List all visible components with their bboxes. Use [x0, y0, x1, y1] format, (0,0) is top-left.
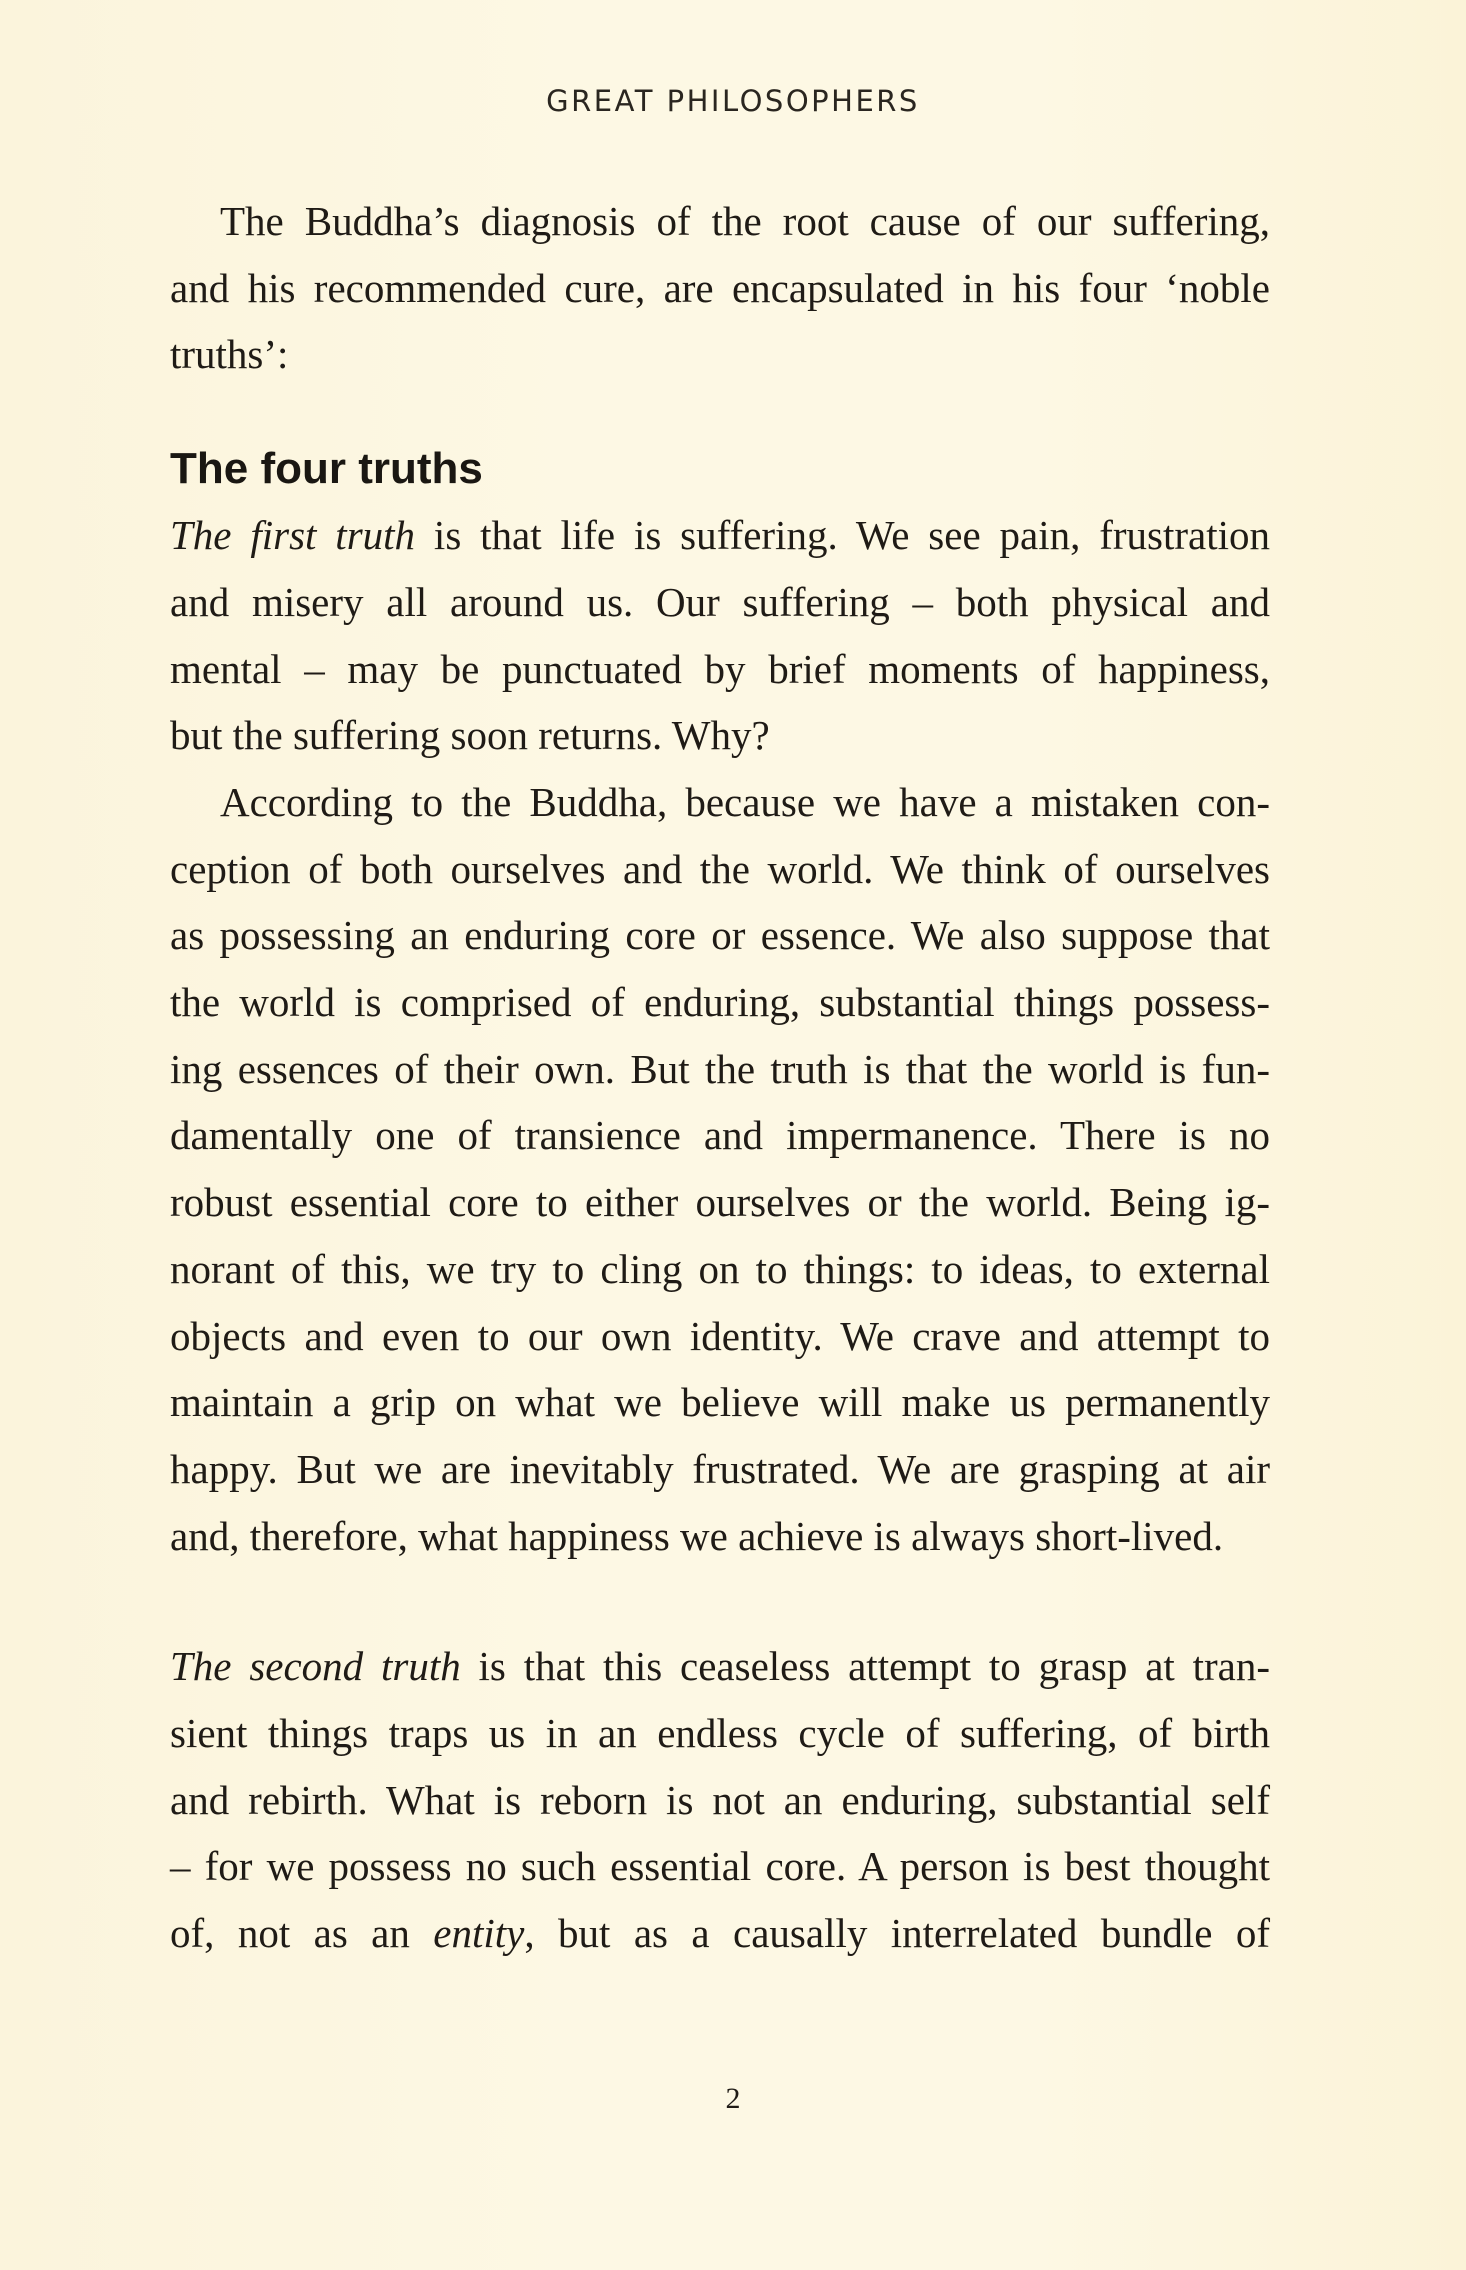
text-line: maintain a grip on what we believe will make us permanently	[170, 1379, 1270, 1426]
according-paragraph	[170, 769, 1270, 1569]
text-line: and his recommended cure, are encapsulated in his four ‘noble	[170, 264, 1270, 311]
text-line: damentally one of transience and impermanence. There is no	[170, 1112, 1270, 1159]
page-body	[170, 188, 1270, 1967]
first-truth-paragraph	[170, 502, 1270, 769]
text-line: and, therefore, what happiness we achieve is always short-lived.	[170, 1512, 1224, 1559]
running-head: GREAT PHILOSOPHERS	[546, 84, 920, 118]
text-line: truths’:	[170, 331, 289, 378]
text-line: According to the Buddha, because we have a mistaken con-	[220, 778, 1270, 825]
text-line: happy. But we are inevitably frustrated. We are grasping at air	[170, 1445, 1270, 1492]
text-line: sient things traps us in an endless cycle of suffering, of birth	[170, 1710, 1270, 1757]
first-truth-lead: The first truth	[170, 512, 416, 559]
text-line: – for we possess no such essential core. A person is best thought	[170, 1843, 1270, 1890]
text-line	[170, 1900, 1270, 1967]
text-line: ing essences of their own. But the truth is that the world is fun-	[170, 1045, 1270, 1092]
paragraph-gap	[170, 1569, 1270, 1633]
text-line: mental – may be punctuated by brief moments of happiness,	[170, 645, 1270, 692]
text-line: the world is comprised of enduring, substantial things possess-	[170, 979, 1270, 1026]
text-line	[170, 502, 1270, 569]
text-line: but the suffering soon returns. Why?	[170, 712, 770, 759]
text-fragment: , but as a causally interrelated bundle of	[524, 1910, 1270, 1957]
text-fragment: is that life is suffering. We see pain, frustration	[415, 512, 1271, 559]
page-number: 2	[725, 2082, 741, 2115]
text-line: ception of both ourselves and the world. We think of ourselves	[170, 845, 1270, 892]
text-line: and misery all around us. Our suffering – both physical and	[170, 578, 1270, 625]
text-line	[170, 1633, 1270, 1700]
text-line: objects and even to our own identity. We crave and attempt to	[170, 1312, 1270, 1359]
text-fragment: of, not as an	[170, 1910, 434, 1957]
text-line: as possessing an enduring core or essence. We also suppose that	[170, 912, 1270, 959]
text-fragment: is that this ceaseless attempt to grasp at tran-	[460, 1643, 1270, 1690]
emphasis-entity: entity	[433, 1910, 525, 1957]
text-line: The Buddha’s diagnosis of the root cause of our suffering,	[220, 198, 1270, 244]
text-line: robust essential core to either ourselves or the world. Being ig-	[170, 1179, 1270, 1226]
text-line: norant of this, we try to cling on to things: to ideas, to external	[170, 1245, 1270, 1292]
second-truth-paragraph	[170, 1633, 1270, 1967]
second-truth-lead: The second truth	[170, 1643, 461, 1690]
section-heading: The four truths	[170, 444, 483, 494]
text-line: and rebirth. What is reborn is not an enduring, substantial self	[170, 1776, 1270, 1823]
intro-paragraph	[170, 188, 1270, 388]
